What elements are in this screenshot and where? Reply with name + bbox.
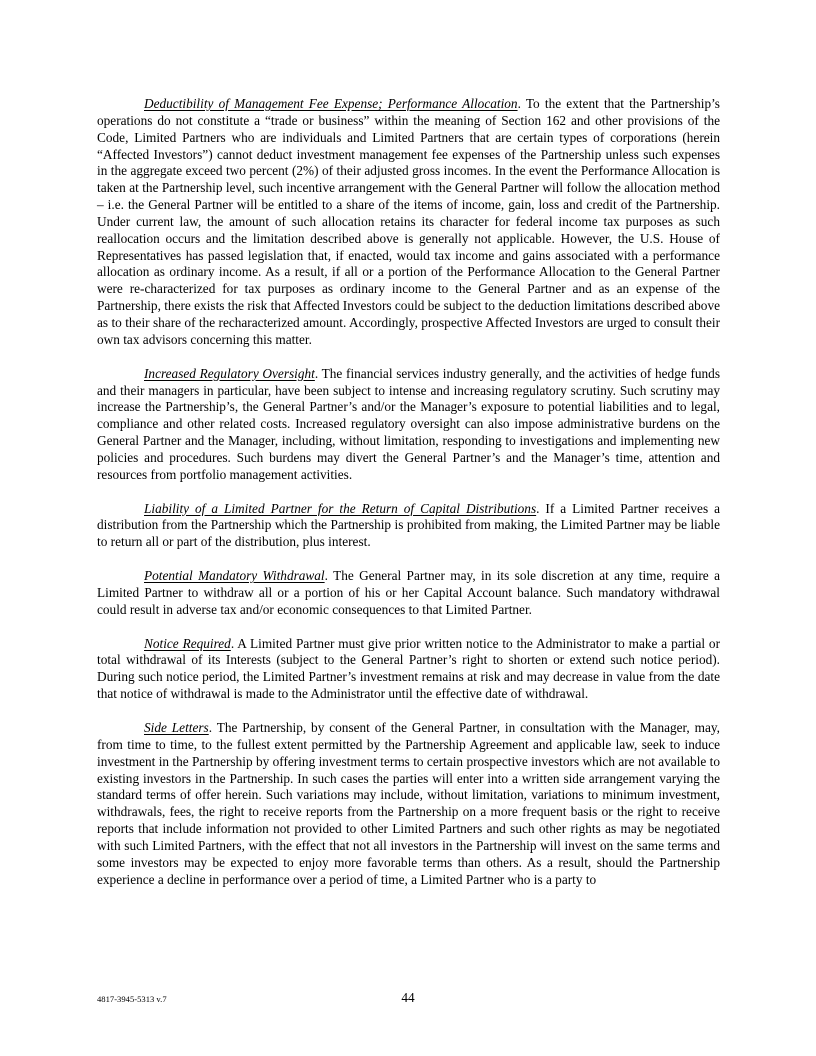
footer-page-number: 44	[401, 990, 415, 1005]
paragraph-heading: Deductibility of Management Fee Expense; Performance Allocation	[144, 96, 518, 111]
paragraph-heading: Notice Required	[144, 635, 231, 651]
paragraph-body: . The financial services industry generally, and the activities of hedge funds and their managers in particular, have been subject to intense and increasing regulatory scrutiny. Such scrutiny may increase the Partnership’s, the General Partner’s and/or the Manager’s exposure to potential liabilities and to legal, compliance and other related costs. Increased regulatory oversight can also impose administrative burdens on the General Partner and the Manager, including, without limitation, responding to investigations and implementing new policies and procedures. Such burdens may divert the General Partner’s and the Manager’s time, attention and resources from portfolio management activities.	[97, 365, 720, 482]
paragraph-notice-required	[97, 636, 720, 703]
paragraph-management-fee-deductibility	[97, 96, 720, 349]
paragraph-body: . A Limited Partner must give prior written notice to the Administrator to make a partial or total withdrawal of its Interests (subject to the General Partner’s right to shorten or extend such notice period). During such notice period, the Limited Partner’s investment remains at risk and may decrease in value from the date that notice of withdrawal is made to the Administrator until the effective date of withdrawal.	[97, 635, 720, 702]
paragraph-heading: Side Letters	[144, 720, 209, 735]
paragraph-capital-distributions-liability	[97, 501, 720, 552]
paragraph-side-letters	[97, 720, 720, 888]
paragraph-body: . The General Partner may, in its sole discretion at any time, require a Limited Partner to withdraw all or a portion of his or her Capital Account balance. Such mandatory withdrawal could result in adverse tax and/or economic consequences to that Limited Partner.	[97, 568, 720, 617]
document-page	[97, 96, 720, 905]
paragraph-body: . To the extent that the Partnership’s operations do not constitute a “trade or business” within the meaning of Section 162 and other provisions of the Code, Limited Partners who are individuals and Limited Partners that are certain types of corporations (herein “Affected Investors”) cannot deduct investment management fee expenses of the Partnership unless such expenses in the aggregate exceed two percent (2%) of their adjusted gross incomes. In the event the Performance Allocation is taken at the Partnership level, such incentive arrangement with the General Partner will follow the allocation method – i.e. the General Partner will be entitled to a share of the items of income, gain, loss and credit of the Partnership. Under current law, the amount of such allocation retains its character for federal income tax purposes as such reallocation occurs and the limitation described above is generally not applicable. However, the U.S. House of Representatives has passed legislation that, if enacted, would tax income and gains associated with a performance allocation as ordinary income. As a result, if all or a portion of the Performance Allocation to the General Partner were re-characterized for tax purposes as ordinary income to the General Partner and as an expense of the Partnership, there exists the risk that Affected Investors could be subject to the deduction limitations described above as to their share of the recharacterized amount. Accordingly, prospective Affected Investors are urged to consult their own tax advisors concerning this matter.	[97, 96, 720, 347]
paragraph-regulatory-oversight	[97, 366, 720, 484]
paragraph-heading: Increased Regulatory Oversight	[144, 365, 315, 381]
paragraph-body: . If a Limited Partner receives a distribution from the Partnership which the Partnership is prohibited from making, the Limited Partner may be liable to return all or part of the distribution, plus interest.	[97, 500, 720, 550]
footer-document-id: 4817-3945-5313 v.7	[97, 994, 167, 1004]
paragraph-mandatory-withdrawal	[97, 568, 720, 619]
paragraph-heading: Potential Mandatory Withdrawal	[144, 568, 325, 584]
paragraph-heading: Liability of a Limited Partner for the Return of Capital Distributions	[144, 500, 537, 516]
paragraph-body: . The Partnership, by consent of the General Partner, in consultation with the Manager, may, from time to time, to the fullest extent permitted by the Partnership Agreement and applicable law, seek to induce investment in the Partnership by offering investment terms to certain prospective investors which are not available to existing investors in the Partnership. In such cases the parties will enter into a written side arrangement varying the standard terms of offer herein. Such variations may include, without limitation, variations to minimum investment, withdrawals, fees, the right to receive reports from the Partnership on a more frequent basis or the right to receive reports that include information not provided to other Limited Partners and such other rights as may be negotiated with such Limited Partners, with the effect that not all investors in the Partnership will invest on the same terms and some investors may be expected to enjoy more favorable terms than others. As a result, should the Partnership experience a decline in performance over a period of time, a Limited Partner who is a party to	[97, 720, 721, 887]
